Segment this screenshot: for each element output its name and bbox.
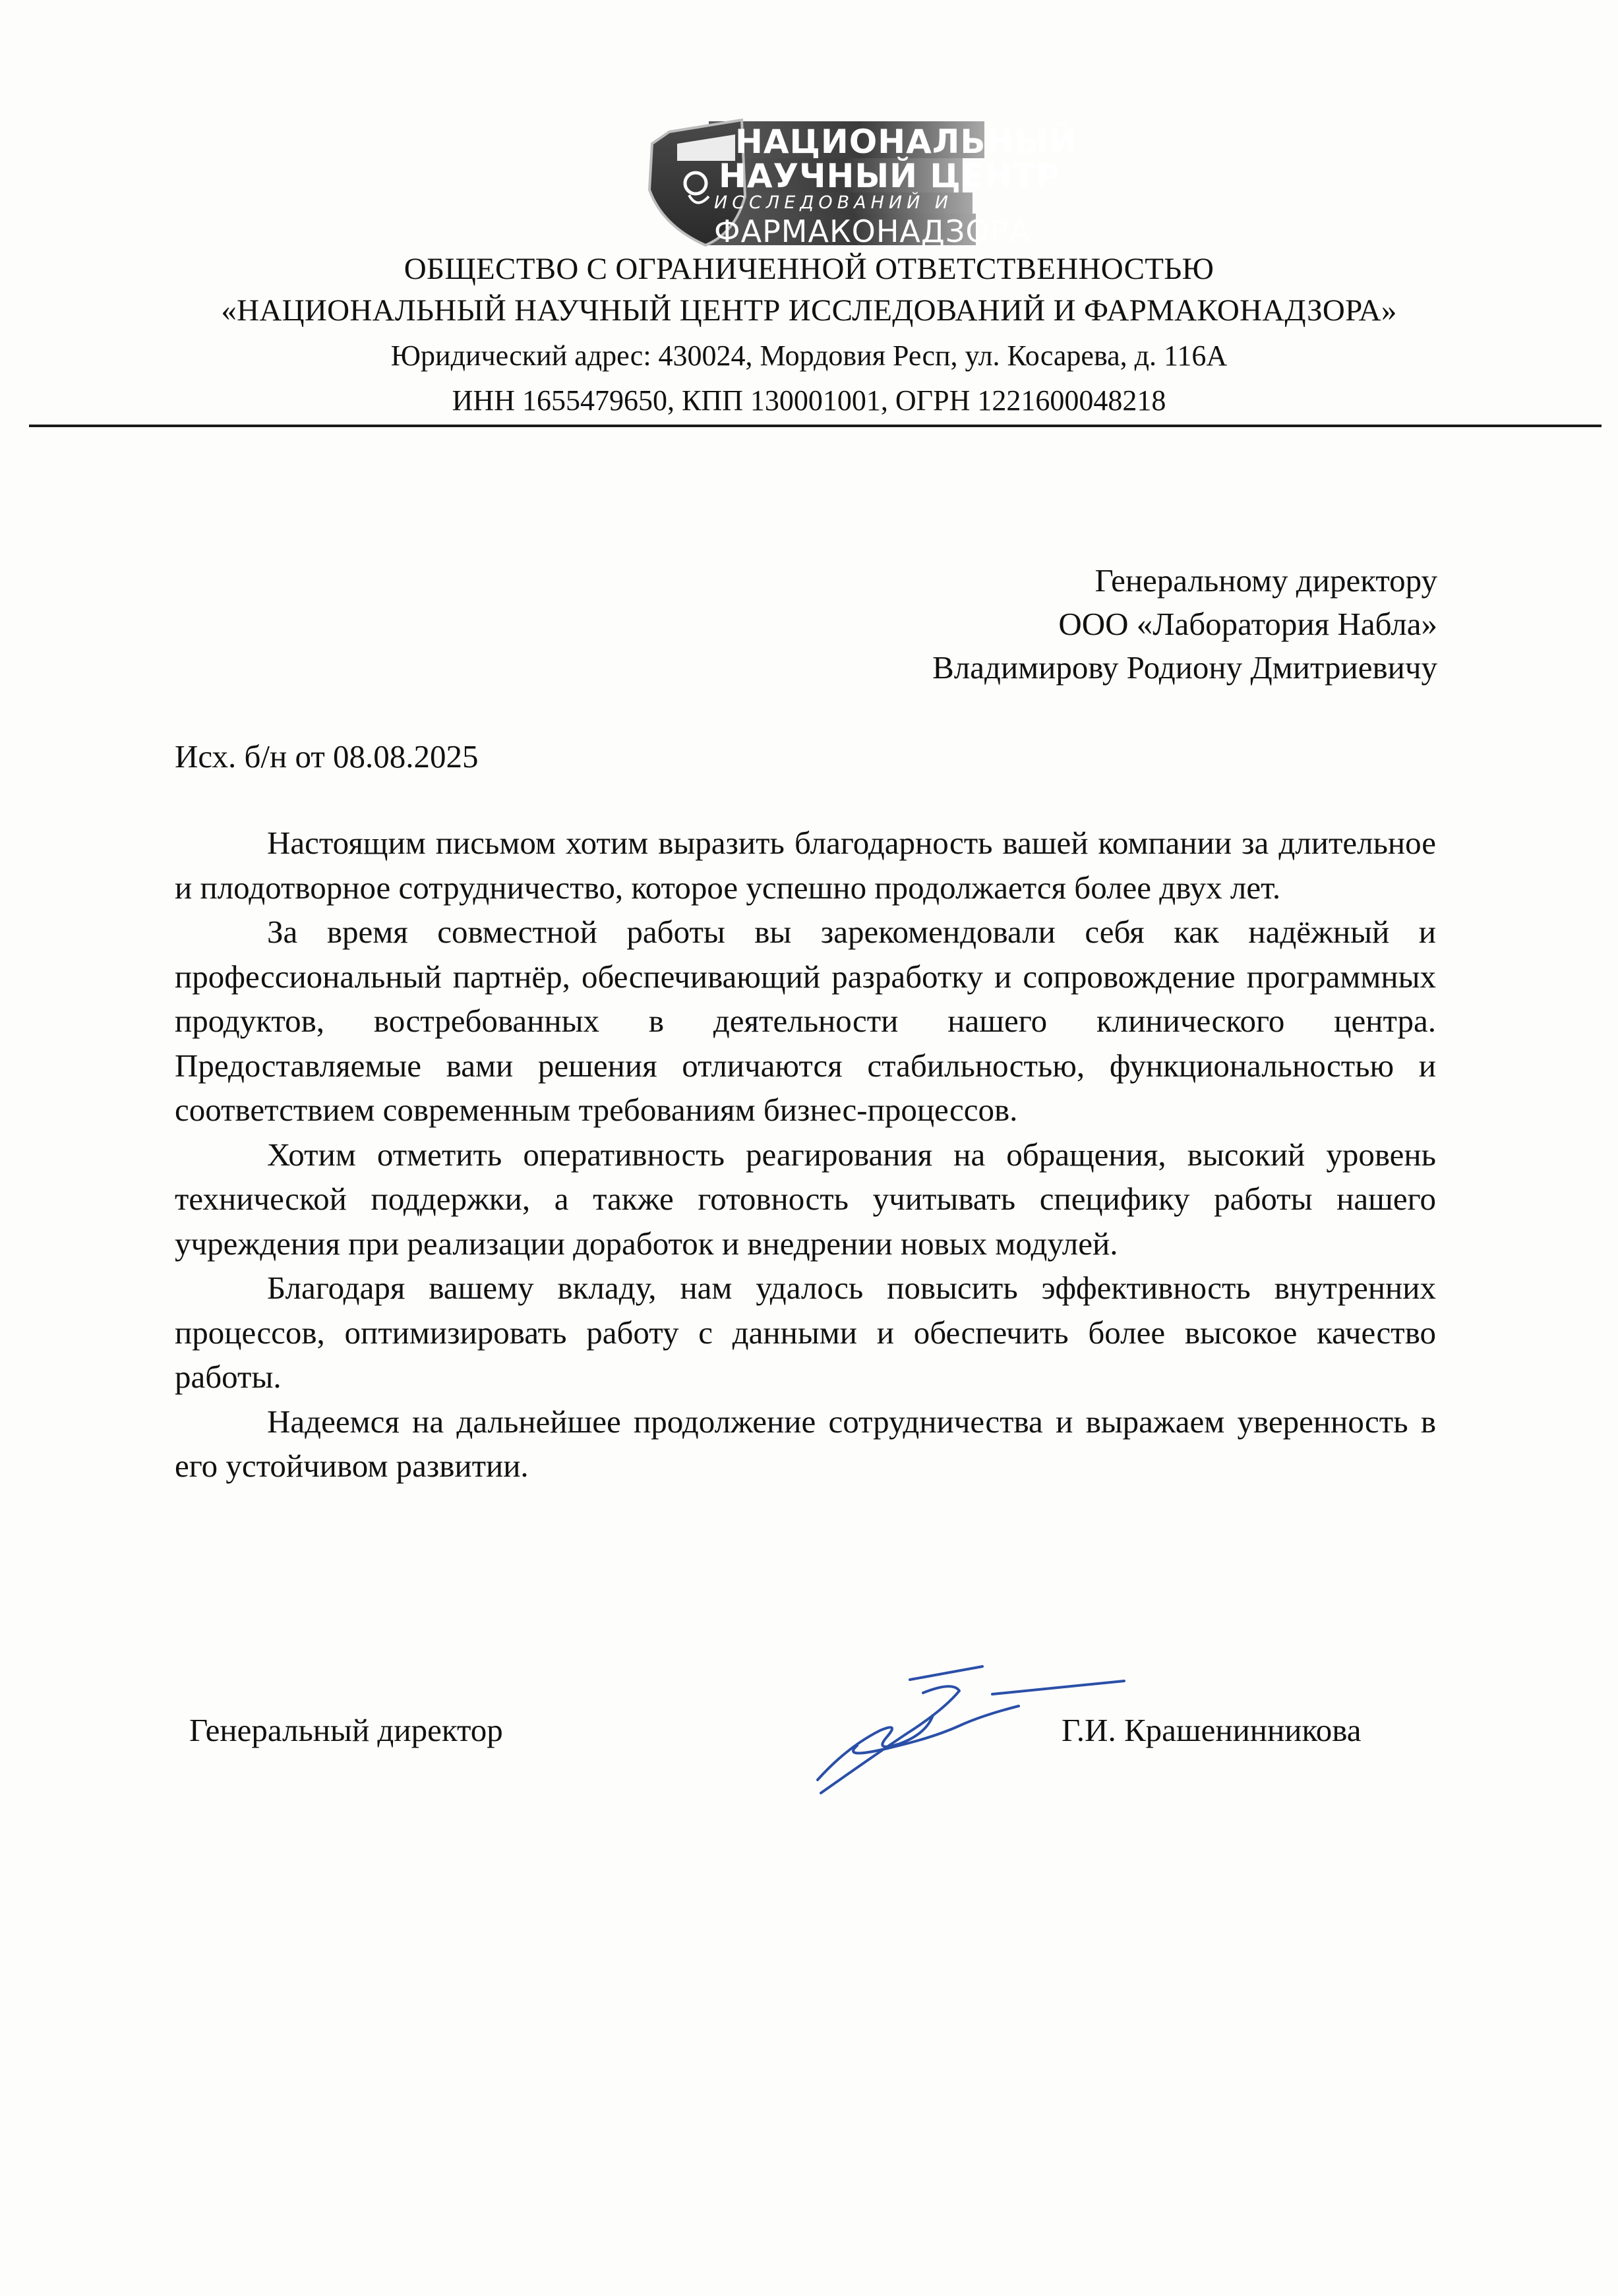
- body-paragraph: За время совместной работы вы зарекомендовали себя как надёжный и профессиональный партнёр, обеспечивающий разработку и сопровождение программных продуктов, востребованных в деятельности нашего клинического центра. Предоставляемые вами решения отличаются стабильностью, функциональностью и соответствием современным требованиям бизнес-процессов.: [175, 914, 1436, 1128]
- org-name: «НАЦИОНАЛЬНЫЙ НАУЧНЫЙ ЦЕНТР ИССЛЕДОВАНИЙ И ФАРМАКОНАДЗОРА»: [221, 293, 1397, 328]
- header-divider: [29, 425, 1602, 427]
- logo-line-2: НАУЧНЫЙ ЦЕНТР: [719, 157, 1061, 195]
- org-legal-form: ОБЩЕСТВО С ОГРАНИЧЕННОЙ ОТВЕТСТВЕННОСТЬЮ: [404, 252, 1214, 286]
- org-address: Юридический адрес: 430024, Мордовия Респ, ул. Косарева, д. 116А: [390, 339, 1228, 372]
- addressee-position: Генеральному директору: [1094, 562, 1437, 599]
- letterhead: [0, 249, 1618, 422]
- letter-body: [175, 821, 1436, 1488]
- logo-line-4: ФАРМАКОНАДЗОРА: [714, 214, 1031, 249]
- addressee-name: Владимирову Родиону Дмитриевичу: [932, 649, 1437, 686]
- company-logo: [643, 117, 1077, 249]
- outgoing-reference: Исх. б/н от 08.08.2025: [175, 738, 479, 775]
- addressee-company: ООО «Лаборатория Набла»: [1058, 606, 1437, 642]
- org-identifiers: ИНН 1655479650, КПП 130001001, ОГРН 1221600048218: [452, 384, 1166, 417]
- logo-line-1: НАЦИОНАЛЬНЫЙ: [735, 123, 1077, 161]
- signatory-name: Г.И. Крашенинникова: [1062, 1712, 1362, 1748]
- logo-line-3: ИССЛЕДОВАНИЙ И: [714, 192, 953, 213]
- body-paragraph: Хотим отметить оперативность реагирования на обращения, высокий уровень технической поддержки, а также готовность учитывать специфику работы нашего учреждения при реализации доработок и внедрении новых модулей.: [175, 1136, 1436, 1262]
- body-paragraph: Настоящим письмом хотим выразить благодарность вашей компании за длительное и плодотворное сотрудничество, которое успешно продолжается более двух лет.: [175, 825, 1436, 906]
- body-paragraph: Благодаря вашему вкладу, нам удалось повысить эффективность внутренних процессов, оптимизировать работу с данными и обеспечить более высокое качество работы.: [175, 1270, 1436, 1395]
- addressee-block: [932, 559, 1437, 690]
- body-paragraph: Надеемся на дальнейшее продолжение сотрудничества и выражаем уверенность в его устойчивом развитии.: [175, 1403, 1436, 1484]
- signatory-title: Генеральный директор: [189, 1712, 503, 1748]
